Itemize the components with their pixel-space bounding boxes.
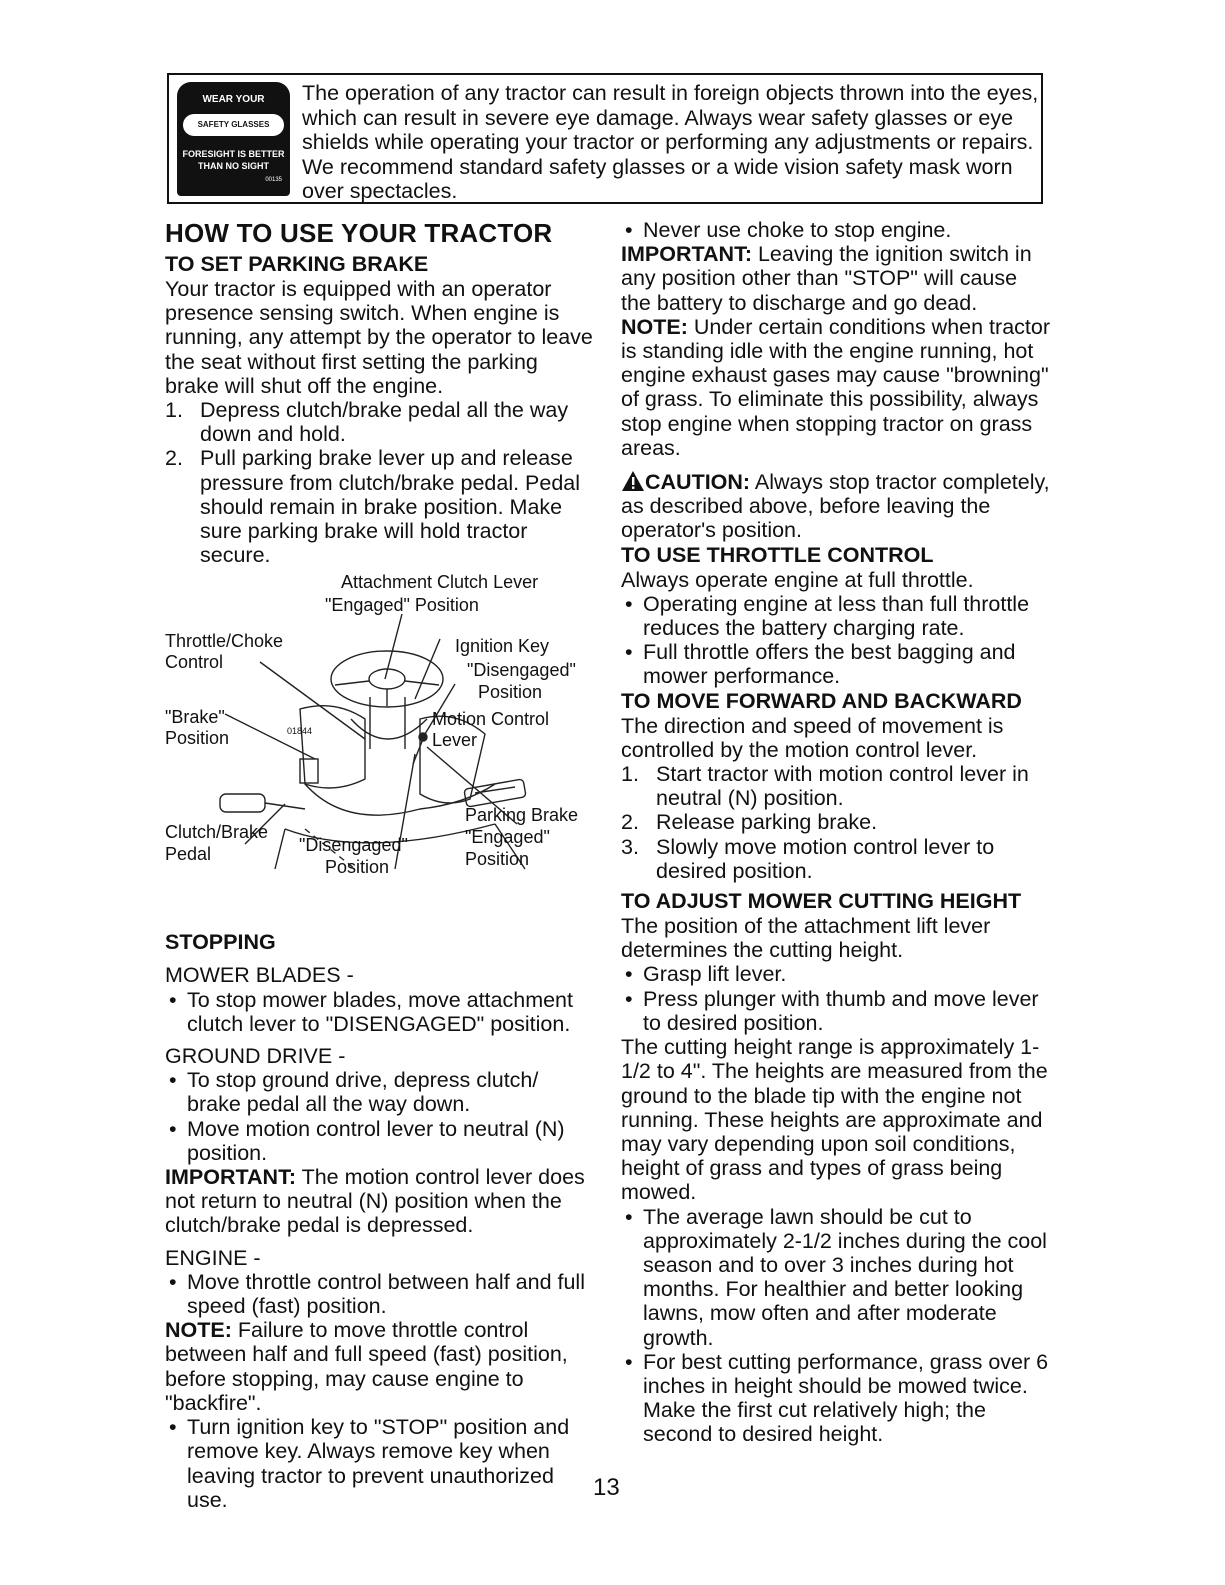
diagram-code: 01844 <box>287 726 313 737</box>
ground-drive-label: GROUND DRIVE - <box>165 1044 346 1069</box>
bullet-text: Grasp lift lever. <box>643 962 787 987</box>
list-item: • Move motion control lever to neutral (N) position. <box>169 1116 565 1165</box>
bullet-text: Full throttle offers the best bagging and mower performance. <box>643 640 1016 689</box>
step-text: Pull parking brake lever up and release pressure from clutch/brake pedal. Pedal should remain in brake position. Make sure parking brake will hold tractor secure. <box>200 446 581 568</box>
caution-label: CAUTION: <box>645 470 751 495</box>
list-item <box>621 762 1051 810</box>
label-throttle-choke: Throttle/Choke <box>165 631 284 652</box>
badge-line3b: THAN NO SIGHT <box>198 161 269 171</box>
badge-line3a: FORESIGHT IS BETTER <box>182 149 285 159</box>
page-title: HOW TO USE YOUR TRACTOR <box>165 218 553 248</box>
move-intro: The direction and speed of movement is controlled by the motion control lever. <box>621 713 1004 762</box>
label-engaged-position: "Engaged" Position <box>325 595 479 616</box>
badge-line2: SAFETY GLASSES <box>183 114 284 136</box>
list-item: • Full throttle offers the best bagging and mower performance. <box>625 640 1016 689</box>
safety-glasses-icon <box>177 82 290 196</box>
parking-steps <box>165 398 595 567</box>
bullet-text: Never use choke to stop engine. <box>643 218 952 242</box>
bullet-text: To stop mower blades, move attachment clutch lever to "DISENGAGED" position. <box>187 987 573 1036</box>
list-item: • For best cutting performance, grass over 6 inches in height should be mowed twice. Make the first cut relatively high; the second to desired height. <box>625 1349 1049 1447</box>
right-column <box>621 218 1051 1447</box>
step-text: Depress clutch/brake pedal all the way down and hold. <box>200 398 569 447</box>
list-item: • The average lawn should be cut to approximately 2-1/2 inches during the cool season and to over 3 inches during hot months. For healthier and better looking lawns, mow often and after moderate growth. <box>625 1204 1047 1350</box>
bullet-text: Move motion control lever to neutral (N) position. <box>187 1116 565 1165</box>
list-item: • Grasp lift lever. <box>625 962 787 987</box>
step-text: Start tractor with motion control lever in neutral (N) position. <box>656 762 1029 811</box>
list-item <box>165 398 595 446</box>
bullet-text: Operating engine at less than full throttle reduces the battery charging rate. <box>643 591 1030 641</box>
list-item <box>165 446 595 567</box>
caution-text: Always stop tractor completely, as described above, before leaving the operator's position. <box>621 470 1050 543</box>
label-control: Control <box>165 652 224 673</box>
height-heading: TO ADJUST MOWER CUTTING HEIGHT <box>621 889 1022 914</box>
throttle-heading: TO USE THROTTLE CONTROL <box>621 542 934 567</box>
badge-code: 00135 <box>265 177 282 183</box>
tractor-controls-diagram <box>165 569 595 924</box>
label-parking-brake: Parking Brake <box>465 805 579 826</box>
step-number: 2. <box>165 446 183 471</box>
important-text: Leaving the ignition switch in any position other than "STOP" will cause the battery to discharge and go dead. <box>621 242 1032 315</box>
important-label: IMPORTANT: <box>165 1165 296 1190</box>
caution-paragraph <box>621 470 1051 543</box>
step-text: Slowly move motion control lever to desired position. <box>656 834 995 883</box>
bullet-text: For best cutting performance, grass over 6 inches in height should be mowed twice. Make the first cut relatively high; the second to desired height. <box>643 1349 1049 1447</box>
bullet-text: To stop ground drive, depress clutch/ brake pedal all the way down. <box>187 1068 539 1117</box>
label-ignition-disengaged: "Disengaged" <box>467 660 576 681</box>
bullet-text: Press plunger with thumb and move lever to desired position. <box>643 986 1039 1035</box>
note-text: Under certain conditions when tractor is standing idle with the engine running, hot engine exhaust gases may cause "browning" of grass. To eliminate this possibility, always stop engine when stopping tractor on grass areas. <box>621 314 1050 460</box>
move-heading: TO MOVE FORWARD AND BACKWARD <box>621 688 1022 713</box>
list-item: • To stop mower blades, move attachment clutch lever to "DISENGAGED" position. <box>169 987 573 1036</box>
badge-line3 <box>177 148 290 172</box>
mower-blades-label: MOWER BLADES - <box>165 963 354 988</box>
throttle-intro: Always operate engine at full throttle. <box>621 567 974 592</box>
list-item: • Never use choke to stop engine. <box>625 218 952 242</box>
bullet-text: Turn ignition key to "STOP" position and remove key. Always remove key when leaving tractor to prevent unauthorized use. <box>187 1415 570 1512</box>
safety-warning-box <box>167 73 1043 204</box>
important-text: The motion control lever does not return to neutral (N) position when the clutch/brake pedal is depressed. <box>165 1165 585 1238</box>
badge-line1: WEAR YOUR <box>202 94 265 105</box>
parking-brake-intro: Your tractor is equipped with an operator presence sensing switch. When engine is running, any attempt by the operator to leave the seat without first setting the parking brake will shut off the engine. <box>165 277 593 398</box>
label-brake-position: Position <box>165 728 230 749</box>
step-text: Release parking brake. <box>656 810 878 835</box>
important-paragraph <box>165 1165 595 1238</box>
height-intro: The position of the attachment lift lever determines the cutting height. <box>621 914 991 963</box>
stopping-heading: STOPPING <box>165 930 276 955</box>
label-attachment-clutch: Attachment Clutch Lever <box>341 572 539 593</box>
label-ignition-key: Ignition Key <box>455 636 550 657</box>
safety-text: The operation of any tractor can result in foreign objects thrown into the eyes, which can result in severe eye damage. Always wear safety glasses or eye shields while operating your tractor or performing any adjustments or repairs. We recommend standard safety glasses or a wide vision safety mask worn over spectacles. <box>302 81 1039 203</box>
list-item <box>621 835 1051 883</box>
note-label: NOTE: <box>621 314 688 339</box>
label-disengaged-position: Position <box>325 857 390 878</box>
label-pedal: Pedal <box>165 844 212 865</box>
page-number: 13 <box>593 1474 620 1501</box>
label-motion-control: Motion Control <box>432 709 550 730</box>
label-lever: Lever <box>432 730 478 751</box>
step-number: 2. <box>621 810 639 835</box>
step-number: 3. <box>621 834 639 859</box>
important-label: IMPORTANT: <box>621 242 752 267</box>
parking-brake-heading: TO SET PARKING BRAKE <box>165 252 429 276</box>
label-parking-position: Position <box>465 849 530 870</box>
list-item: • Operating engine at less than full throttle reduces the battery charging rate. <box>625 591 1030 641</box>
bullet-text: Move throttle control between half and full speed (fast) position. <box>187 1269 585 1319</box>
step-number: 1. <box>165 398 183 423</box>
important-paragraph <box>621 242 1051 315</box>
label-parking-engaged: "Engaged" <box>465 827 550 848</box>
warning-triangle-icon <box>621 470 645 492</box>
label-clutch-brake: Clutch/Brake <box>165 822 269 843</box>
note-label: NOTE: <box>165 1318 232 1343</box>
left-column <box>165 218 595 1512</box>
height-range: The cutting height range is approximately 1-1/2 to 4". The heights are measured from the ground to the blade tip with the engine not running. These heights are approximate and may vary depending upon soil conditions, height of grass and types of grass being mowed. <box>621 1035 1048 1205</box>
label-disengaged: "Disengaged" <box>299 835 408 856</box>
list-item <box>621 810 1051 834</box>
list-item: • Turn ignition key to "STOP" position and remove key. Always remove key when leaving tractor to prevent unauthorized use. <box>169 1415 570 1512</box>
label-brake: "Brake" <box>165 707 225 728</box>
list-item: • To stop ground drive, depress clutch/ brake pedal all the way down. <box>169 1068 539 1117</box>
note-paragraph <box>165 1318 595 1415</box>
engine-label: ENGINE - <box>165 1245 261 1270</box>
bullet-text: The average lawn should be cut to approximately 2-1/2 inches during the cool season and to over 3 inches during hot months. For healthier and better looking lawns, mow often and after moderate growth. <box>643 1204 1047 1350</box>
list-item: • Press plunger with thumb and move lever to desired position. <box>625 986 1039 1035</box>
note-text: Failure to move throttle control between half and full speed (fast) position, before stopping, may cause engine to "backfire". <box>165 1318 568 1415</box>
label-ignition-position: Position <box>478 682 543 703</box>
step-number: 1. <box>621 762 639 787</box>
list-item: • Move throttle control between half and full speed (fast) position. <box>169 1269 585 1319</box>
note-paragraph <box>621 315 1051 460</box>
